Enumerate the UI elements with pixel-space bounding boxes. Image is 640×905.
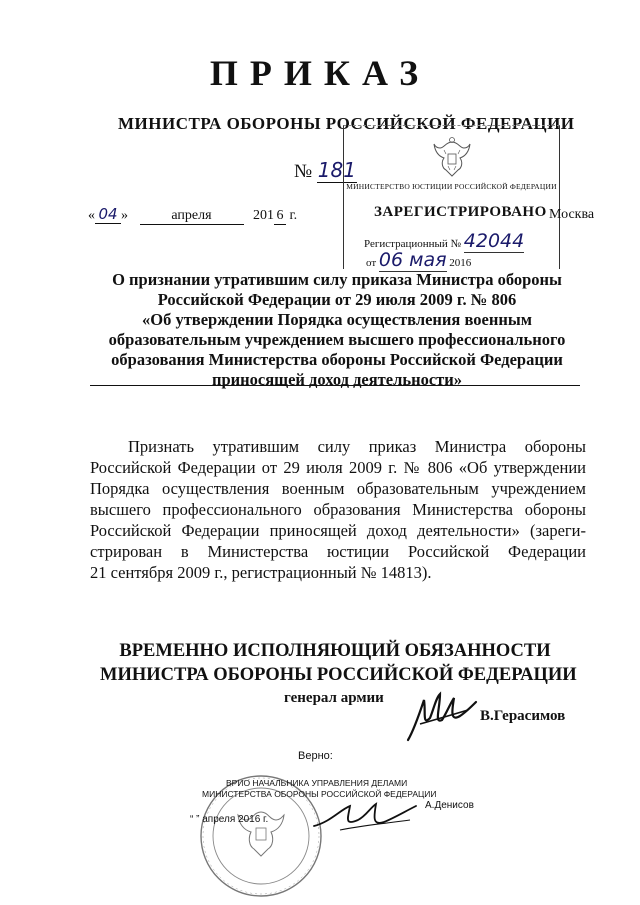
stamp-number-value: 42044 bbox=[463, 230, 525, 252]
date-year-prefix: 201 bbox=[253, 208, 274, 223]
date-day: 04 bbox=[95, 205, 121, 224]
date-year-suffix: 6 bbox=[274, 208, 286, 225]
heading-divider bbox=[90, 385, 580, 386]
order-number-label: № bbox=[294, 161, 313, 182]
body-line: высшего профессионального образования Министерства обороны bbox=[90, 500, 586, 519]
date-close-quote: » bbox=[121, 208, 128, 223]
document-title: ПРИКАЗ bbox=[209, 53, 431, 93]
stamp-status: ЗАРЕГИСТРИРОВАНО bbox=[374, 204, 547, 220]
signatory-title bbox=[100, 639, 577, 687]
date-month: апреля bbox=[140, 208, 244, 225]
handwritten-signature bbox=[400, 690, 480, 745]
certification-date: “ ” апреля 2016 г. bbox=[190, 814, 269, 825]
stamp-year: 2016 bbox=[449, 257, 472, 269]
signatory-title-line: МИНИСТРА ОБОРОНЫ РОССИЙСКОЙ ФЕДЕРАЦИИ bbox=[100, 665, 577, 685]
date-year-abbr: г. bbox=[289, 208, 298, 223]
date-open-quote: « bbox=[88, 208, 95, 223]
heading-line: О признании утратившим силу приказа Министра обороны bbox=[112, 270, 562, 289]
heading-line: Российской Федерации от 29 июля 2009 г. № 806 bbox=[157, 290, 517, 309]
signatory-title-line: ВРЕМЕННО ИСПОЛНЯЮЩИЙ ОБЯЗАННОСТИ bbox=[119, 641, 551, 661]
registration-stamp bbox=[343, 125, 560, 269]
stamp-agency: МИНИСТЕРСТВО ЮСТИЦИИ РОССИЙСКОЙ ФЕДЕРАЦИИ bbox=[346, 182, 557, 191]
issuing-authority: МИНИСТРА ОБОРОНЫ РОССИЙСКОЙ ФЕДЕРАЦИИ bbox=[118, 114, 575, 133]
body-line: Признать утратившим силу приказ Министра обороны bbox=[128, 437, 586, 456]
order-body bbox=[90, 436, 586, 583]
certification-label: Верно: bbox=[298, 750, 333, 762]
order-heading bbox=[92, 270, 582, 390]
body-line: Российской Федерации приносящей доход деятельности» (зареги- bbox=[90, 521, 586, 540]
signatory-rank: генерал армии bbox=[284, 690, 384, 706]
certifier-signature bbox=[310, 796, 420, 836]
heading-line: образовательным учреждением высшего профессионального bbox=[108, 330, 566, 349]
body-line: 21 сентября 2009 г., регистрационный № 14813). bbox=[90, 563, 432, 582]
heading-line: образования Министерства обороны Российской Федерации bbox=[111, 350, 563, 369]
heading-line: «Об утверждении Порядка осуществления военным bbox=[141, 310, 532, 329]
certifier-position-line: МИНИСТЕРСТВА ОБОРОНЫ РОССИЙСКОЙ ФЕДЕРАЦИИ bbox=[202, 789, 437, 799]
body-line: Российской Федерации от 29 июля 2009 г. № 806 «Об утверждении bbox=[90, 458, 586, 477]
heading-line: приносящей доход деятельности» bbox=[211, 370, 463, 389]
stamp-from-label: от bbox=[366, 257, 377, 269]
order-number-value: 181 bbox=[317, 158, 356, 182]
stamp-number-label: Регистрационный № bbox=[364, 238, 462, 250]
order-date bbox=[88, 205, 297, 225]
body-line: Порядка осуществления военным образовательным учреждением bbox=[90, 479, 586, 498]
double-headed-eagle-emblem bbox=[432, 136, 472, 178]
certifier-name: А.Денисов bbox=[425, 800, 474, 811]
stamp-date-value: 06 мая bbox=[378, 249, 447, 271]
body-line: стрирован в Министерства юстиции Российской Федерации bbox=[90, 542, 586, 561]
stamp-registration-date bbox=[366, 249, 471, 271]
signatory-name: В.Герасимов bbox=[480, 708, 566, 724]
city: Москва bbox=[549, 207, 595, 222]
certifier-position-line: ВРИО НАЧАЛЬНИКА УПРАВЛЕНИЯ ДЕЛАМИ bbox=[226, 778, 408, 788]
